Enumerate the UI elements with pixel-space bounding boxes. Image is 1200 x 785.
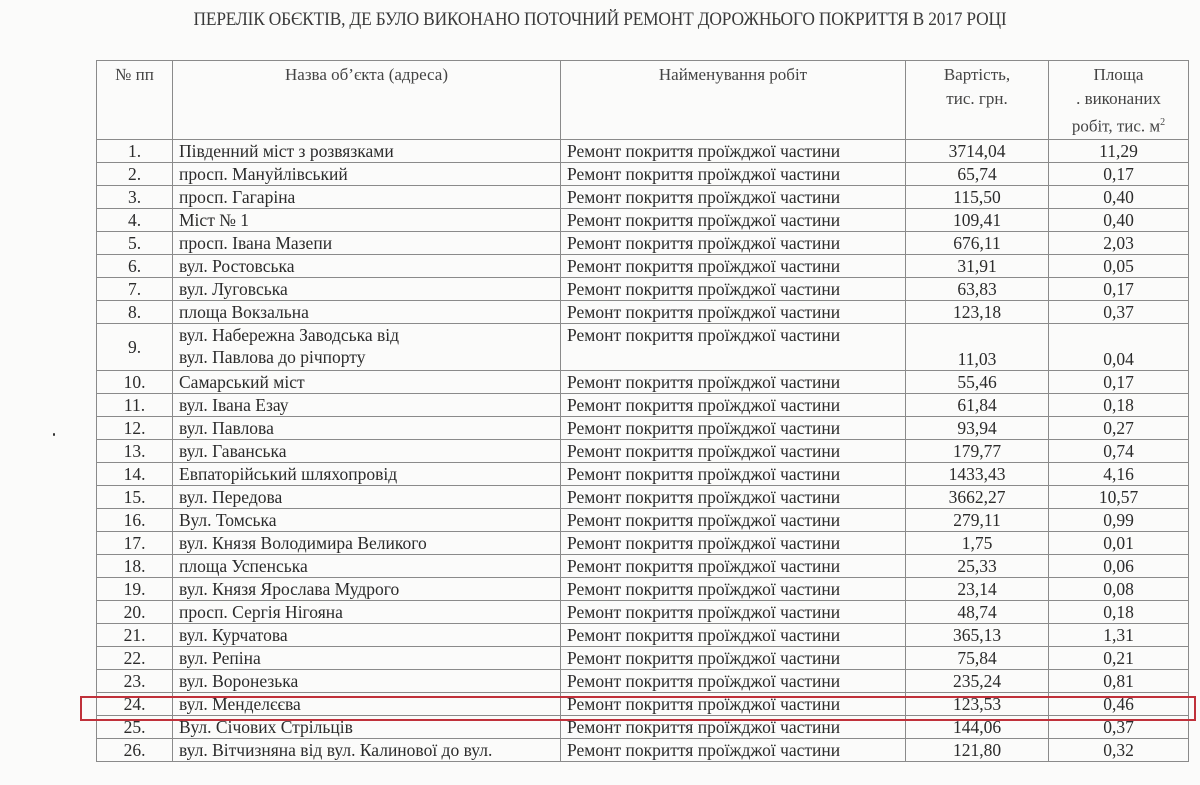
header-num: № пп (97, 61, 173, 140)
object-name: просп. Івана Мазепи (173, 231, 561, 254)
area-value: 0,17 (1049, 277, 1189, 300)
area-value: 0,21 (1049, 646, 1189, 669)
area-value: 0,18 (1049, 393, 1189, 416)
area-value: 0,17 (1049, 162, 1189, 185)
row-number: 7. (97, 277, 173, 300)
object-name: Південний міст з розвязками (173, 139, 561, 162)
header-work: Найменування робіт (561, 61, 906, 140)
table-body (97, 139, 1189, 761)
row-number: 11. (97, 393, 173, 416)
area-value: 10,57 (1049, 485, 1189, 508)
cost-value: 109,41 (906, 208, 1049, 231)
cost-value: 179,77 (906, 439, 1049, 462)
area-value: 0,08 (1049, 577, 1189, 600)
work-type: Ремонт покриття проїжджої частини (561, 554, 906, 577)
work-type: Ремонт покриття проїжджої частини (561, 208, 906, 231)
cost-value: 75,84 (906, 646, 1049, 669)
table-row (97, 646, 1189, 669)
header-area-line1: Площа (1093, 65, 1144, 84)
cost-value: 48,74 (906, 600, 1049, 623)
row-number: 20. (97, 600, 173, 623)
table-row (97, 577, 1189, 600)
table-row (97, 692, 1189, 715)
area-value: 0,05 (1049, 254, 1189, 277)
cost-value: 3662,27 (906, 485, 1049, 508)
area-value: 0,99 (1049, 508, 1189, 531)
row-number: 22. (97, 646, 173, 669)
object-name: Вул. Томська (173, 508, 561, 531)
row-number: 14. (97, 462, 173, 485)
work-type: Ремонт покриття проїжджої частини (561, 600, 906, 623)
object-name: вул. Гаванська (173, 439, 561, 462)
table-row (97, 208, 1189, 231)
area-value: 0,37 (1049, 300, 1189, 323)
header-area (1049, 61, 1189, 140)
cost-value: 31,91 (906, 254, 1049, 277)
object-name (173, 323, 561, 370)
work-type: Ремонт покриття проїжджої частини (561, 416, 906, 439)
area-value: 0,18 (1049, 600, 1189, 623)
cost-value: 1433,43 (906, 462, 1049, 485)
work-type: Ремонт покриття проїжджої частини (561, 646, 906, 669)
cost-value: 65,74 (906, 162, 1049, 185)
table-row (97, 531, 1189, 554)
row-number: 21. (97, 623, 173, 646)
work-type: Ремонт покриття проїжджої частини (561, 323, 906, 370)
header-cost-line2: тис. грн. (946, 89, 1008, 108)
area-value: 0,04 (1049, 323, 1189, 370)
row-number: 8. (97, 300, 173, 323)
object-name: вул. Ростовська (173, 254, 561, 277)
work-type: Ремонт покриття проїжджої частини (561, 669, 906, 692)
table-row (97, 139, 1189, 162)
area-value: 0,81 (1049, 669, 1189, 692)
table-row (97, 393, 1189, 416)
object-name: Вул. Січових Стрільців (173, 715, 561, 738)
header-area-line2: . виконаних (1076, 89, 1161, 108)
object-name: вул. Менделєєва (173, 692, 561, 715)
table-row (97, 600, 1189, 623)
row-number: 4. (97, 208, 173, 231)
cost-value: 55,46 (906, 370, 1049, 393)
area-value: 0,37 (1049, 715, 1189, 738)
table-row (97, 715, 1189, 738)
repairs-table (96, 60, 1189, 762)
cost-value: 93,94 (906, 416, 1049, 439)
area-value: 0,32 (1049, 738, 1189, 761)
table-row (97, 162, 1189, 185)
work-type: Ремонт покриття проїжджої частини (561, 439, 906, 462)
cost-value: 115,50 (906, 185, 1049, 208)
row-number: 15. (97, 485, 173, 508)
cost-value: 1,75 (906, 531, 1049, 554)
table-row (97, 416, 1189, 439)
cost-value: 25,33 (906, 554, 1049, 577)
work-type: Ремонт покриття проїжджої частини (561, 277, 906, 300)
area-value: 0,17 (1049, 370, 1189, 393)
area-value: 0,74 (1049, 439, 1189, 462)
area-value: 0,06 (1049, 554, 1189, 577)
scan-speck (53, 433, 55, 436)
area-value: 2,03 (1049, 231, 1189, 254)
cost-value: 123,53 (906, 692, 1049, 715)
work-type: Ремонт покриття проїжджої частини (561, 462, 906, 485)
object-name: просп. Сергія Нігояна (173, 600, 561, 623)
header-name: Назва об’єкта (адреса) (173, 61, 561, 140)
cost-value: 279,11 (906, 508, 1049, 531)
work-type: Ремонт покриття проїжджої частини (561, 692, 906, 715)
object-name: вул. Вітчизняна від вул. Калинової до вул. (173, 738, 561, 761)
table-row (97, 277, 1189, 300)
area-value: 0,40 (1049, 208, 1189, 231)
area-value: 0,40 (1049, 185, 1189, 208)
header-area-line3 (1055, 111, 1182, 139)
work-type: Ремонт покриття проїжджої частини (561, 531, 906, 554)
table-row (97, 485, 1189, 508)
row-number: 13. (97, 439, 173, 462)
work-type: Ремонт покриття проїжджої частини (561, 370, 906, 393)
table-row (97, 231, 1189, 254)
header-area-sup: 2 (1160, 117, 1166, 128)
cost-value: 121,80 (906, 738, 1049, 761)
object-name: площа Вокзальна (173, 300, 561, 323)
cost-value: 61,84 (906, 393, 1049, 416)
cost-value: 63,83 (906, 277, 1049, 300)
area-value: 0,46 (1049, 692, 1189, 715)
row-number: 9. (97, 323, 173, 370)
object-name: вул. Івана Езау (173, 393, 561, 416)
object-name: вул. Павлова (173, 416, 561, 439)
header-cost (906, 61, 1049, 140)
work-type: Ремонт покриття проїжджої частини (561, 623, 906, 646)
table-row (97, 439, 1189, 462)
work-type: Ремонт покриття проїжджої частини (561, 254, 906, 277)
area-value: 4,16 (1049, 462, 1189, 485)
work-type: Ремонт покриття проїжджої частини (561, 162, 906, 185)
area-value: 11,29 (1049, 139, 1189, 162)
object-name: просп. Гагаріна (173, 185, 561, 208)
row-number: 19. (97, 577, 173, 600)
row-number: 26. (97, 738, 173, 761)
row-number: 16. (97, 508, 173, 531)
work-type: Ремонт покриття проїжджої частини (561, 393, 906, 416)
object-name: вул. Князя Ярослава Мудрого (173, 577, 561, 600)
row-number: 10. (97, 370, 173, 393)
row-number: 17. (97, 531, 173, 554)
row-number: 24. (97, 692, 173, 715)
table-row (97, 623, 1189, 646)
table-row (97, 323, 1189, 370)
work-type: Ремонт покриття проїжджої частини (561, 485, 906, 508)
row-number: 12. (97, 416, 173, 439)
cost-value: 235,24 (906, 669, 1049, 692)
table-row (97, 508, 1189, 531)
table-row (97, 738, 1189, 761)
table-row (97, 254, 1189, 277)
object-name-line2: вул. Павлова до річпорту (179, 346, 366, 367)
row-number: 23. (97, 669, 173, 692)
object-name: вул. Передова (173, 485, 561, 508)
table-row (97, 300, 1189, 323)
table-row (97, 554, 1189, 577)
row-number: 25. (97, 715, 173, 738)
row-number: 1. (97, 139, 173, 162)
cost-value: 365,13 (906, 623, 1049, 646)
work-type: Ремонт покриття проїжджої частини (561, 508, 906, 531)
row-number: 2. (97, 162, 173, 185)
area-value: 0,01 (1049, 531, 1189, 554)
table-row (97, 185, 1189, 208)
object-name: вул. Курчатова (173, 623, 561, 646)
table-row (97, 462, 1189, 485)
table-header-row (97, 61, 1189, 140)
object-name: вул. Князя Володимира Великого (173, 531, 561, 554)
work-type: Ремонт покриття проїжджої частини (561, 715, 906, 738)
object-name: Самарський міст (173, 370, 561, 393)
table-row (97, 370, 1189, 393)
work-type: Ремонт покриття проїжджої частини (561, 300, 906, 323)
row-number: 3. (97, 185, 173, 208)
cost-value: 676,11 (906, 231, 1049, 254)
object-name-line1: вул. Набережна Заводська від (179, 324, 400, 345)
table-row (97, 669, 1189, 692)
work-type: Ремонт покриття проїжджої частини (561, 231, 906, 254)
cost-value: 23,14 (906, 577, 1049, 600)
row-number: 5. (97, 231, 173, 254)
work-type: Ремонт покриття проїжджої частини (561, 577, 906, 600)
cost-value: 3714,04 (906, 139, 1049, 162)
document-title: ПЕРЕЛІК ОБЄКТІВ, ДЕ БУЛО ВИКОНАНО ПОТОЧНИЙ РЕМОНТ ДОРОЖНЬОГО ПОКРИТТЯ В 2017 РОЦІ (193, 10, 1007, 30)
work-type: Ремонт покриття проїжджої частини (561, 738, 906, 761)
header-area-unit: робіт, тис. м (1071, 116, 1161, 136)
area-value: 1,31 (1049, 623, 1189, 646)
row-number: 6. (97, 254, 173, 277)
cost-value: 144,06 (906, 715, 1049, 738)
object-name: вул. Воронезька (173, 669, 561, 692)
object-name: площа Успенська (173, 554, 561, 577)
header-cost-line1: Вартість, (943, 65, 1011, 84)
work-type: Ремонт покриття проїжджої частини (561, 185, 906, 208)
object-name: Міст № 1 (173, 208, 561, 231)
cost-value: 11,03 (906, 323, 1049, 370)
object-name: вул. Луговська (173, 277, 561, 300)
object-name: вул. Репіна (173, 646, 561, 669)
work-type: Ремонт покриття проїжджої частини (561, 139, 906, 162)
area-value: 0,27 (1049, 416, 1189, 439)
object-name: Евпаторійський шляхопровід (173, 462, 561, 485)
object-name: просп. Мануйлівський (173, 162, 561, 185)
cost-value: 123,18 (906, 300, 1049, 323)
row-number: 18. (97, 554, 173, 577)
